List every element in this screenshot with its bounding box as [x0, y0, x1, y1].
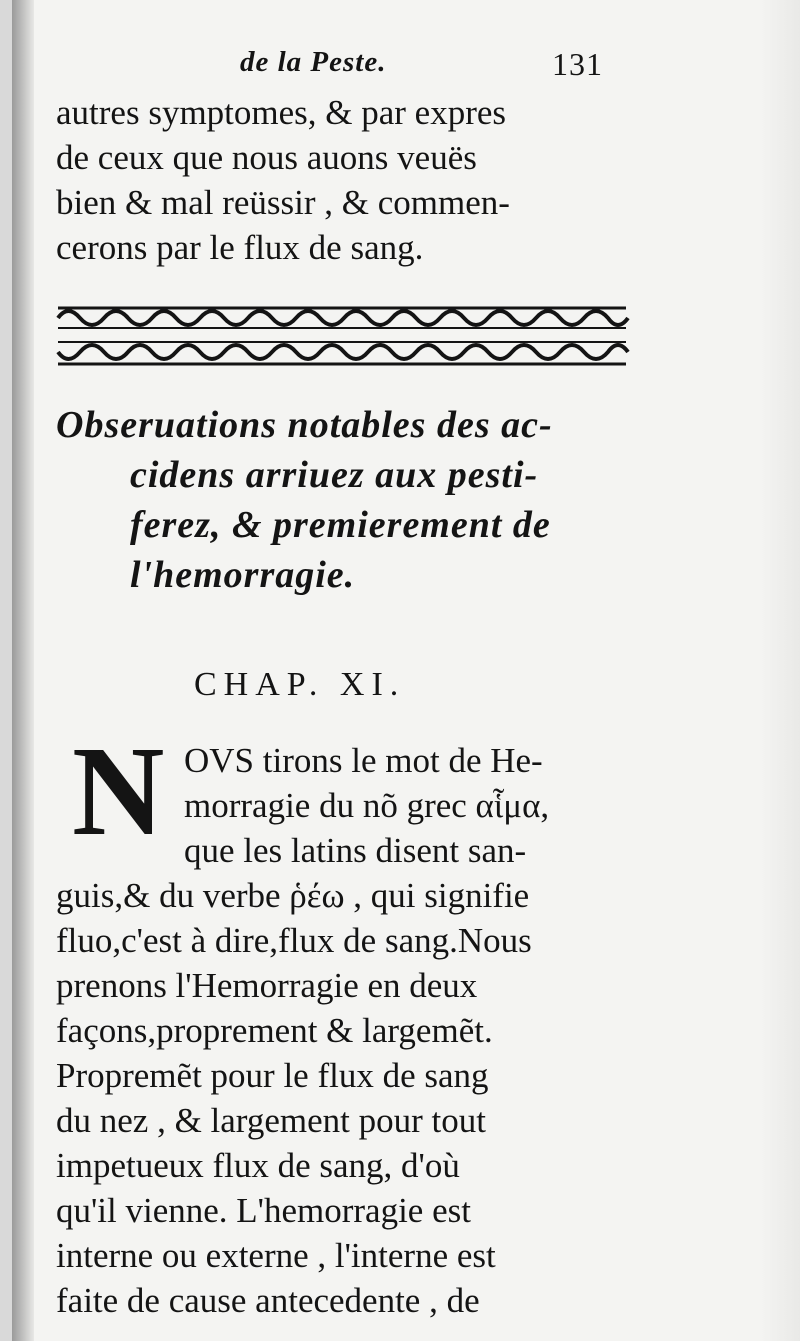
text-line: façons,proprement & largemẽt. [56, 1011, 493, 1050]
text-line: faite de cause antecedente , de [56, 1281, 480, 1320]
text-line: Propremẽt pour le flux de sang [56, 1056, 489, 1095]
text-line: prenons l'Hemorragie en deux [56, 966, 478, 1005]
ornament-row-top [58, 308, 628, 328]
heading-line: Obseruations notables des ac- [56, 404, 553, 446]
text-line: guis,& du verbe ῥέω , qui signifie [56, 876, 530, 915]
body-paragraph [56, 720, 550, 1323]
preceding-paragraph [56, 90, 510, 270]
text-line: qu'il vienne. L'hemorragie est [56, 1191, 471, 1230]
text-line: de ceux que nous auons veuës [56, 138, 477, 177]
text-line: du nez , & largement pour tout [56, 1101, 486, 1140]
text-line: cerons par le flux de sang. [56, 228, 424, 267]
text-line: que les latins disent san- [184, 831, 527, 870]
ornament-row-bottom [58, 342, 628, 364]
running-title: de la Peste. [240, 46, 387, 78]
heading-line: l'hemorragie. [130, 554, 356, 596]
book-page [12, 0, 800, 1341]
text-line: impetueux flux de sang, d'où [56, 1146, 460, 1185]
heading-line: cidens arriuez aux pesti- [130, 454, 539, 496]
page-edge [760, 0, 800, 1341]
text-line: interne ou externe , l'interne est [56, 1236, 496, 1275]
gutter-shadow [12, 0, 34, 1341]
ornament-band [54, 300, 630, 370]
chapter-number: CHAP. XI. [194, 666, 406, 703]
text-line: morragie du nõ grec αἷμα, [184, 786, 550, 825]
text-line: bien & mal reüssir , & commen- [56, 183, 510, 222]
drop-cap: N [72, 720, 165, 862]
running-head [12, 46, 800, 86]
text-line: fluo,c'est à dire,flux de sang.Nous [56, 921, 532, 960]
page-number: 131 [552, 46, 603, 82]
text-line: autres symptomes, & par expres [56, 93, 507, 132]
heading-line: ferez, & premierement de [130, 504, 551, 546]
text-line: OVS tirons le mot de He- [184, 741, 543, 780]
chapter-heading [56, 400, 553, 600]
